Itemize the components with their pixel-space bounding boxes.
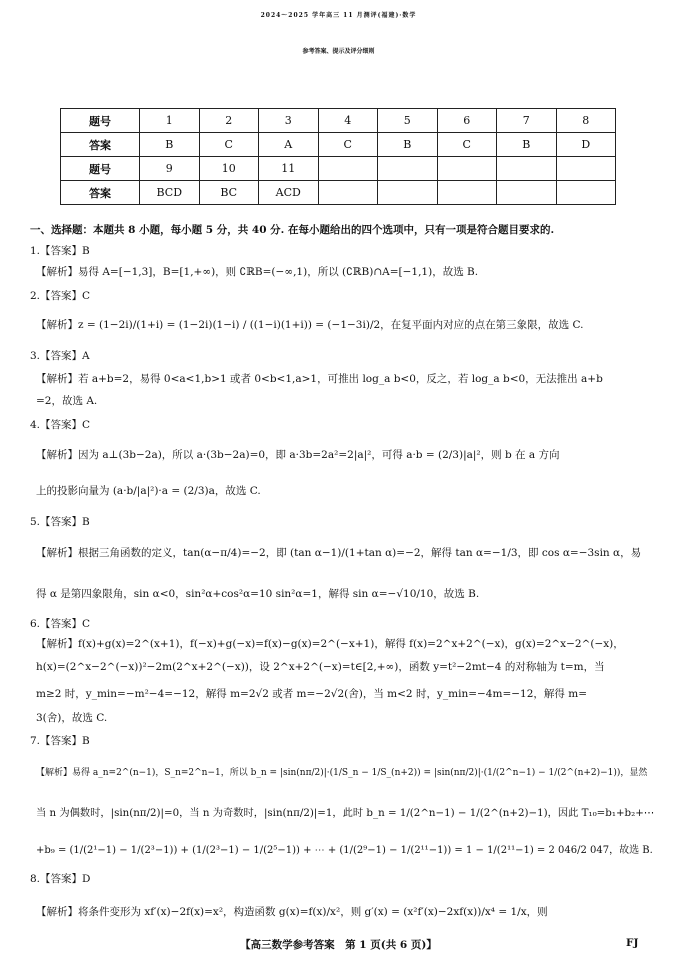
answer-line-q3: 3.【答案】A — [30, 350, 90, 362]
answer-line-q2: 2.【答案】C — [30, 290, 91, 302]
explanation-line-q6-cont1: h(x)=(2^x−2^(−x))²−2m(2^x+2^(−x))，设 2^x+2^(−x)=t∈[2,+∞)，函数 y=t²−2mt−4 的对称轴为 t=m，当 — [36, 661, 605, 673]
question-number: 5 — [378, 109, 438, 133]
explanation-line-q7-cont2: +b₉ = (1/(2¹−1) − 1/(2³−1)) + (1/(2³−1) − 1/(2⁵−1)) + ⋯ + (1/(2⁹−1) − 1/(2¹¹−1)) = 1 − 1/(2¹¹−1) = 2 046/2 047，故选 B. — [36, 845, 653, 856]
answer-line-q7: 7.【答案】B — [30, 735, 90, 747]
table-row-numbers-1 — [61, 109, 616, 133]
explanation-line-q5: 【解析】根据三角函数的定义，tan(α−π/4)=−2，即 (tan α−1)/(1+tan α)=−2，解得 tan α=−1/3，即 cos α=−3sin α，易 — [36, 547, 642, 559]
question-number: 11 — [259, 157, 319, 181]
question-number: 3 — [259, 109, 319, 133]
explanation-line-q4-cont: 上的投影向量为 (a·b/|a|²)·a = (2/3)a，故选 C. — [36, 485, 261, 497]
answer-line-q1: 1.【答案】B — [30, 245, 90, 257]
answer-line-q5: 5.【答案】B — [30, 516, 90, 528]
answer-cell: C — [318, 133, 378, 157]
question-number — [556, 157, 616, 181]
question-number — [437, 157, 497, 181]
answer-cell: ACD — [259, 181, 319, 205]
row-header-answer: 答案 — [61, 133, 140, 157]
answer-cell: B — [497, 133, 557, 157]
table-row-answers-1 — [61, 133, 616, 157]
answer-cell — [497, 181, 557, 205]
explanation-line-q7: 【解析】易得 a_n=2^(n−1)，S_n=2^n−1，所以 b_n = |sin(nπ/2)|·(1/S_n − 1/S_(n+2)) = |sin(nπ/2)|·(1/(2^n−1) − 1/(2^(n+2)−1))，显然 — [36, 768, 648, 778]
explanation-line-q3: 【解析】若 a+b=2，易得 0<a<1,b>1 或者 0<b<1,a>1，可推出 log_a b<0，反之，若 log_a b<0，无法推出 a+b — [36, 373, 603, 385]
answer-cell: B — [378, 133, 438, 157]
answer-cell — [318, 181, 378, 205]
question-number: 10 — [199, 157, 259, 181]
question-number — [378, 157, 438, 181]
explanation-line-q5-cont: 得 α 是第四象限角，sin α<0，sin²α+cos²α=10 sin²α=1，解得 sin α=−√10/10，故选 B. — [36, 588, 480, 600]
answer-line-q4: 4.【答案】C — [30, 419, 91, 431]
answer-table — [60, 108, 616, 205]
question-number — [497, 157, 557, 181]
question-number: 6 — [437, 109, 497, 133]
page-footer: 【高三数学参考答案 第 1 页(共 6 页)】 — [240, 939, 437, 951]
answer-cell: BC — [199, 181, 259, 205]
row-header-number: 题号 — [61, 157, 140, 181]
explanation-line-q3-cont: =2，故选 A. — [36, 395, 98, 407]
answer-cell: C — [437, 133, 497, 157]
explanation-line-q8: 【解析】将条件变形为 xf′(x)−2f(x)=x²，构造函数 g(x)=f(x)/x²，则 g′(x) = (x²f′(x)−2xf(x))/x⁴ = 1/x，则 — [36, 906, 548, 918]
question-number: 1 — [140, 109, 200, 133]
table-row-numbers-2 — [61, 157, 616, 181]
explanation-line-q1: 【解析】易得 A=[−1,3]，B=[1,+∞)，则 ∁ℝB=(−∞,1)，所以 (∁ℝB)∩A=[−1,1)，故选 B. — [36, 266, 479, 278]
explanation-line-q6-cont2: m≥2 时，y_min=−m²−4=−12，解得 m=2√2 或者 m=−2√2(舍)，当 m<2 时，y_min=−4m=−12，解得 m= — [36, 688, 587, 700]
page-title: 2024～2025 学年高三 11 月测评(福建)·数学 — [260, 12, 417, 19]
question-number: 7 — [497, 109, 557, 133]
footer-code: FJ — [626, 937, 639, 949]
answer-cell: A — [259, 133, 319, 157]
table-row-answers-2 — [61, 181, 616, 205]
answer-cell: C — [199, 133, 259, 157]
answer-cell — [437, 181, 497, 205]
explanation-line-q2: 【解析】z = (1−2i)/(1+i) = (1−2i)(1−i) / ((1−i)(1+i)) = (−1−3i)/2，在复平面内对应的点在第三象限，故选 C. — [36, 319, 584, 331]
question-number: 9 — [140, 157, 200, 181]
row-header-answer: 答案 — [61, 181, 140, 205]
answer-cell: BCD — [140, 181, 200, 205]
answer-cell — [556, 181, 616, 205]
question-number: 2 — [199, 109, 259, 133]
section-heading: 一、选择题：本题共 8 小题，每小题 5 分，共 40 分. 在每小题给出的四个选项中，只有一项是符合题目要求的. — [30, 224, 555, 236]
answer-cell: B — [140, 133, 200, 157]
answer-line-q8: 8.【答案】D — [30, 873, 91, 885]
question-number — [318, 157, 378, 181]
answer-line-q6: 6.【答案】C — [30, 618, 91, 630]
question-number: 8 — [556, 109, 616, 133]
explanation-line-q7-cont1: 当 n 为偶数时，|sin(nπ/2)|=0，当 n 为奇数时，|sin(nπ/2)|=1，此时 b_n = 1/(2^n−1) − 1/(2^(n+2)−1)，因此 T₁₀=b₁+b₂+⋯ — [36, 807, 655, 819]
answer-cell: D — [556, 133, 616, 157]
explanation-line-q6: 【解析】f(x)+g(x)=2^(x+1)，f(−x)+g(−x)=f(x)−g(x)=2^(−x+1)，解得 f(x)=2^x+2^(−x)，g(x)=2^x−2^(−x)， — [36, 638, 624, 650]
question-number: 4 — [318, 109, 378, 133]
answer-cell — [378, 181, 438, 205]
explanation-line-q4: 【解析】因为 a⊥(3b−2a)，所以 a·(3b−2a)=0，即 a·3b=2a²=2|a|²，可得 a·b = (2/3)|a|²，则 b 在 a 方向 — [36, 449, 560, 461]
explanation-line-q6-cont3: 3(舍)，故选 C. — [36, 712, 108, 724]
row-header-number: 题号 — [61, 109, 140, 133]
page-subtitle: 参考答案、提示及评分细则 — [302, 48, 375, 55]
